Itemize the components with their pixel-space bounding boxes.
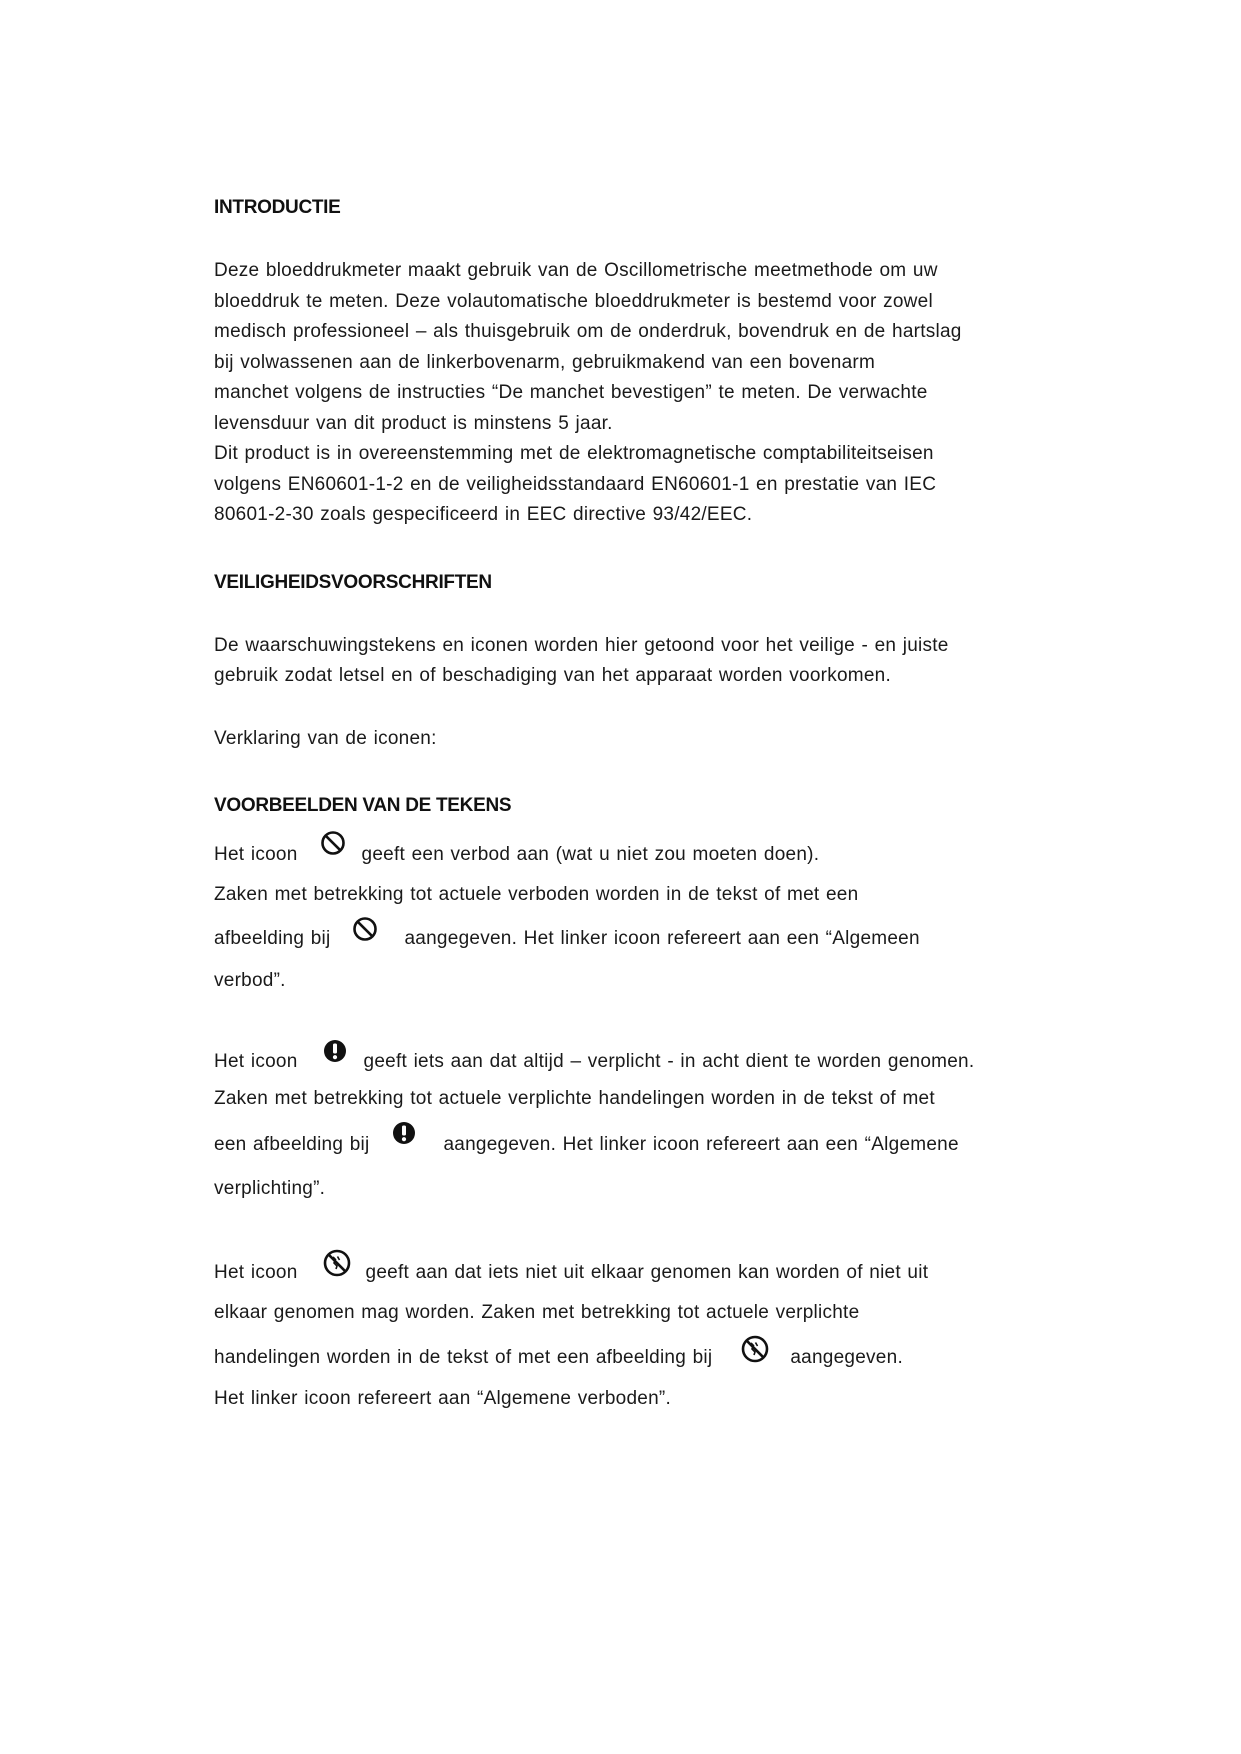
prohibition-line-1: Het icoon geeft een verbod aan (wat u niet zou moeten doen). — [214, 832, 1044, 878]
disassembly-block — [214, 1252, 1044, 1414]
safety-paragraph — [214, 631, 1044, 692]
prohibition-line-4: verbod”. — [214, 970, 286, 991]
intro-line: Deze bloeddrukmeter maakt gebruik van de Oscillometrische meetmethode om uw — [214, 260, 938, 281]
intro-heading: INTRODUCTIE — [214, 197, 341, 218]
safety-line: De waarschuwingstekens en iconen worden hier getoond voor het veilige - en juiste — [214, 634, 949, 656]
no-disassembly-icon — [322, 1248, 352, 1278]
intro-line: levensduur van dit product is minstens 5 jaar. — [214, 412, 613, 434]
mandatory-line-1: Het icoon geeft iets aan dat altijd – verplicht - in acht dient te worden genomen. — [214, 1042, 1044, 1082]
mandatory-line-2: Zaken met betrekking tot actuele verplichte handelingen worden in de tekst of met — [214, 1088, 935, 1109]
mandatory-line-3: een afbeelding bij aangegeven. Het linker icoon refereert aan een “Algemene — [214, 1116, 1044, 1174]
mandatory-exclamation-icon — [391, 1120, 417, 1146]
examples-heading: VOORBEELDEN VAN DE TEKENS — [214, 795, 512, 816]
intro-line: 80601-2-30 zoals gespecificeerd in EEC directive 93/42/EEC. — [214, 504, 753, 525]
intro-line: manchet volgens de instructies “De manchet bevestigen” te meten. De verwachte — [214, 382, 928, 403]
safety-line: gebruik zodat letsel en of beschadiging van het apparaat worden voorkomen. — [214, 665, 892, 686]
disassembly-line-2: elkaar genomen mag worden. Zaken met betrekking tot actuele verplichte — [214, 1302, 860, 1323]
prohibition-line-2: Zaken met betrekking tot actuele verboden worden in de tekst of met een — [214, 884, 859, 905]
prohibition-icon — [320, 830, 346, 856]
prohibition-line-3: afbeelding bij aangegeven. Het linker icoon refereert aan een “Algemeen — [214, 912, 1044, 966]
icons-intro: Verklaring van de iconen: — [214, 727, 437, 749]
intro-paragraph — [214, 256, 1044, 531]
mandatory-line-4: verplichting”. — [214, 1178, 326, 1199]
intro-line: bij volwassenen aan de linkerbovenarm, gebruikmakend van een bovenarm — [214, 351, 876, 373]
no-disassembly-icon — [740, 1334, 770, 1364]
mandatory-block — [214, 1042, 1044, 1204]
disassembly-line-4: Het linker icoon refereert aan “Algemene verboden”. — [214, 1388, 672, 1409]
mandatory-exclamation-icon — [322, 1038, 348, 1064]
intro-line: medisch professioneel – als thuisgebruik om de onderdruk, bovendruk en de hartslag — [214, 321, 962, 342]
intro-line: bloeddruk te meten. Deze volautomatische bloeddrukmeter is bestemd voor zowel — [214, 290, 933, 312]
intro-line: Dit product is in overeenstemming met de elektromagnetische comptabiliteitseisen — [214, 443, 934, 464]
safety-heading: VEILIGHEIDSVOORSCHRIFTEN — [214, 571, 492, 593]
prohibition-block — [214, 832, 1044, 996]
intro-line: volgens EN60601-1-2 en de veiligheidsstandaard EN60601-1 en prestatie van IEC — [214, 473, 937, 495]
disassembly-line-3: handelingen worden in de tekst of met een afbeelding bij aangegeven. — [214, 1332, 1044, 1384]
document-page — [214, 196, 1044, 1414]
prohibition-icon — [352, 916, 378, 942]
disassembly-line-1: Het icoon geeft aan dat iets niet uit elkaar genomen kan worden of niet uit — [214, 1252, 1044, 1294]
